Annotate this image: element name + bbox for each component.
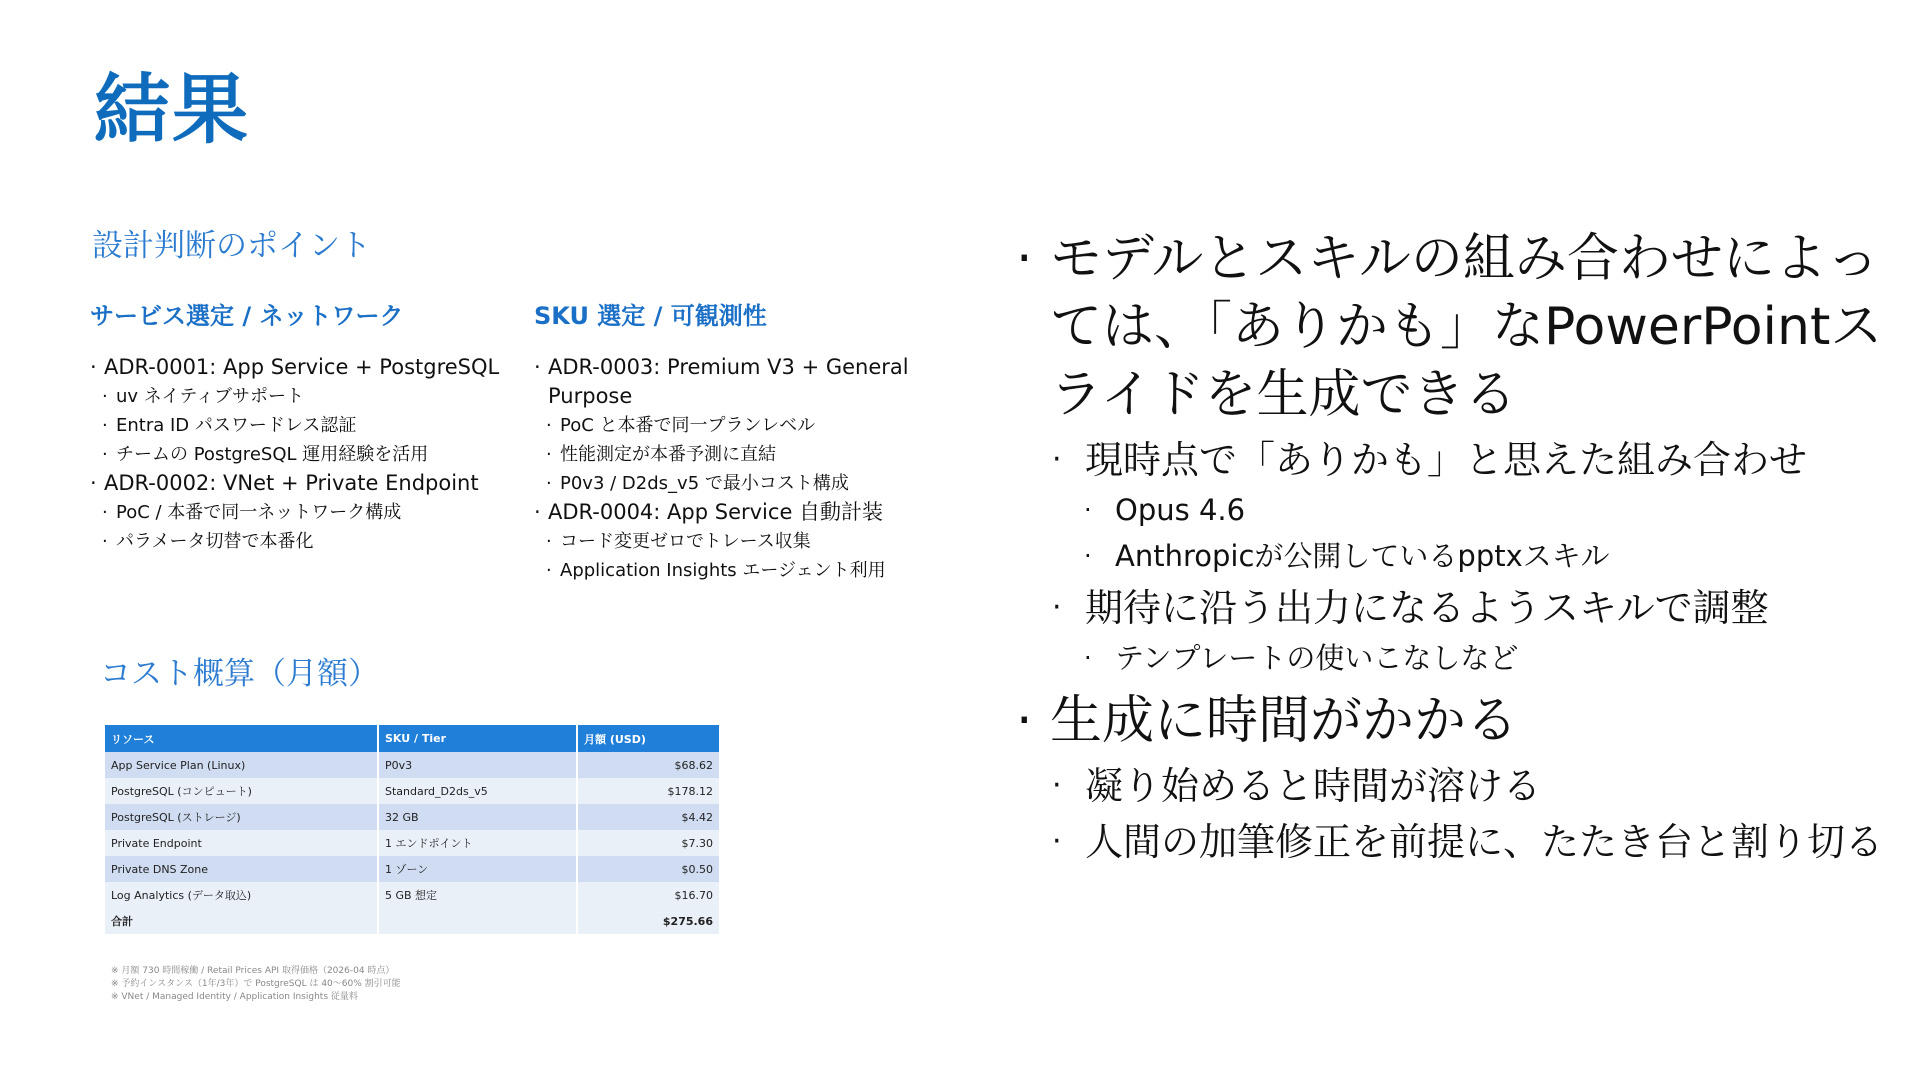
table-row [105, 830, 720, 856]
cell-monthly: $16.70 [577, 882, 720, 908]
cost-note: ※ VNet / Managed Identity / Application Insights 従量料 [111, 992, 358, 1002]
column-header-monthly: 月額 (USD) [577, 725, 720, 752]
cell-resource: PostgreSQL (コンピュート) [105, 778, 378, 804]
table-row [105, 856, 720, 882]
cost-notes [111, 965, 401, 1004]
cell-resource: App Service Plan (Linux) [105, 752, 378, 778]
right-column [534, 302, 934, 585]
cell-monthly: $0.50 [577, 856, 720, 882]
cost-heading: コスト概算（月額） [100, 656, 379, 692]
left-column-heading: サービス選定 / ネットワーク [90, 302, 404, 330]
bullet-level2: · 期待に沿う出力になるようスキルで調整 [1010, 583, 1890, 633]
table-row [105, 804, 720, 830]
adr-item: · ADR-0003: Premium V3 + General Purpose [534, 353, 934, 411]
bullet-level3: · Anthropicが公開しているpptxスキル [1010, 535, 1890, 577]
design-heading: 設計判断のポイント [92, 228, 371, 264]
adr-subitem: · P0v3 / D2ds_v5 で最小コスト構成 [534, 469, 934, 498]
cell-sku: 1 エンドポイント [378, 830, 577, 856]
adr-item: · ADR-0004: App Service 自動計装 [534, 498, 934, 527]
left-column [90, 302, 530, 556]
cell-resource: Private DNS Zone [105, 856, 378, 882]
cell-monthly: $68.62 [577, 752, 720, 778]
bullet-level2: · 人間の加筆修正を前提に、たたき台と割り切る [1010, 817, 1890, 867]
cell-sku: 5 GB 想定 [378, 882, 577, 908]
adr-subitem: · Application Insights エージェント利用 [534, 556, 934, 585]
cost-table [105, 725, 721, 934]
cell-sku: P0v3 [378, 752, 577, 778]
cell-sku: Standard_D2ds_v5 [378, 778, 577, 804]
cell-sku: 1 ゾーン [378, 856, 577, 882]
adr-subitem: · Entra ID パスワードレス認証 [90, 411, 530, 440]
table-row [105, 752, 720, 778]
cell-sku: 32 GB [378, 804, 577, 830]
cost-note: ※ 予約インスタンス（1年/3年）で PostgreSQL は 40〜60% 割引可能 [111, 979, 401, 989]
bullet-level1: · モデルとスキルの組み合わせによっては、「ありかも」なPowerPointスライドを生成できる [1010, 225, 1890, 429]
table-total-row [105, 908, 720, 934]
adr-subitem: · コード変更ゼロでトレース収集 [534, 527, 934, 556]
bullet-level1: · 生成に時間がかかる [1010, 687, 1890, 755]
column-header-resource: リソース [105, 725, 378, 752]
cell-total-sku [378, 908, 577, 934]
bullet-level2: · 現時点で「ありかも」と思えた組み合わせ [1010, 435, 1890, 485]
adr-subitem: · PoC と本番で同一プランレベル [534, 411, 934, 440]
cell-resource: PostgreSQL (ストレージ) [105, 804, 378, 830]
cell-monthly: $7.30 [577, 830, 720, 856]
adr-subitem: · チームの PostgreSQL 運用経験を活用 [90, 440, 530, 469]
adr-item: · ADR-0002: VNet + Private Endpoint [90, 469, 530, 498]
table-row [105, 778, 720, 804]
cell-total-label: 合計 [105, 908, 378, 934]
column-header-sku: SKU / Tier [378, 725, 577, 752]
adr-subitem: · uv ネイティブサポート [90, 382, 530, 411]
bullet-level2: · 凝り始めると時間が溶ける [1010, 761, 1890, 811]
adr-subitem: · PoC / 本番で同一ネットワーク構成 [90, 498, 530, 527]
adr-subitem: · 性能測定が本番予測に直結 [534, 440, 934, 469]
cost-note: ※ 月額 730 時間稼働 / Retail Prices API 取得価格（2026-04 時点） [111, 966, 395, 976]
bullet-level3: · テンプレートの使いこなしなど [1010, 637, 1890, 679]
bullet-level3: · Opus 4.6 [1010, 489, 1890, 531]
adr-subitem: · パラメータ切替で本番化 [90, 527, 530, 556]
summary-bullets [1010, 225, 1890, 867]
cell-resource: Log Analytics (データ取込) [105, 882, 378, 908]
table-header-row [105, 725, 720, 752]
cell-resource: Private Endpoint [105, 830, 378, 856]
page-title: 結果 [94, 65, 250, 154]
adr-item: · ADR-0001: App Service + PostgreSQL [90, 353, 530, 382]
cell-monthly: $178.12 [577, 778, 720, 804]
cell-monthly: $4.42 [577, 804, 720, 830]
right-column-heading: SKU 選定 / 可観測性 [534, 302, 767, 330]
cell-total-amount: $275.66 [577, 908, 720, 934]
table-row [105, 882, 720, 908]
